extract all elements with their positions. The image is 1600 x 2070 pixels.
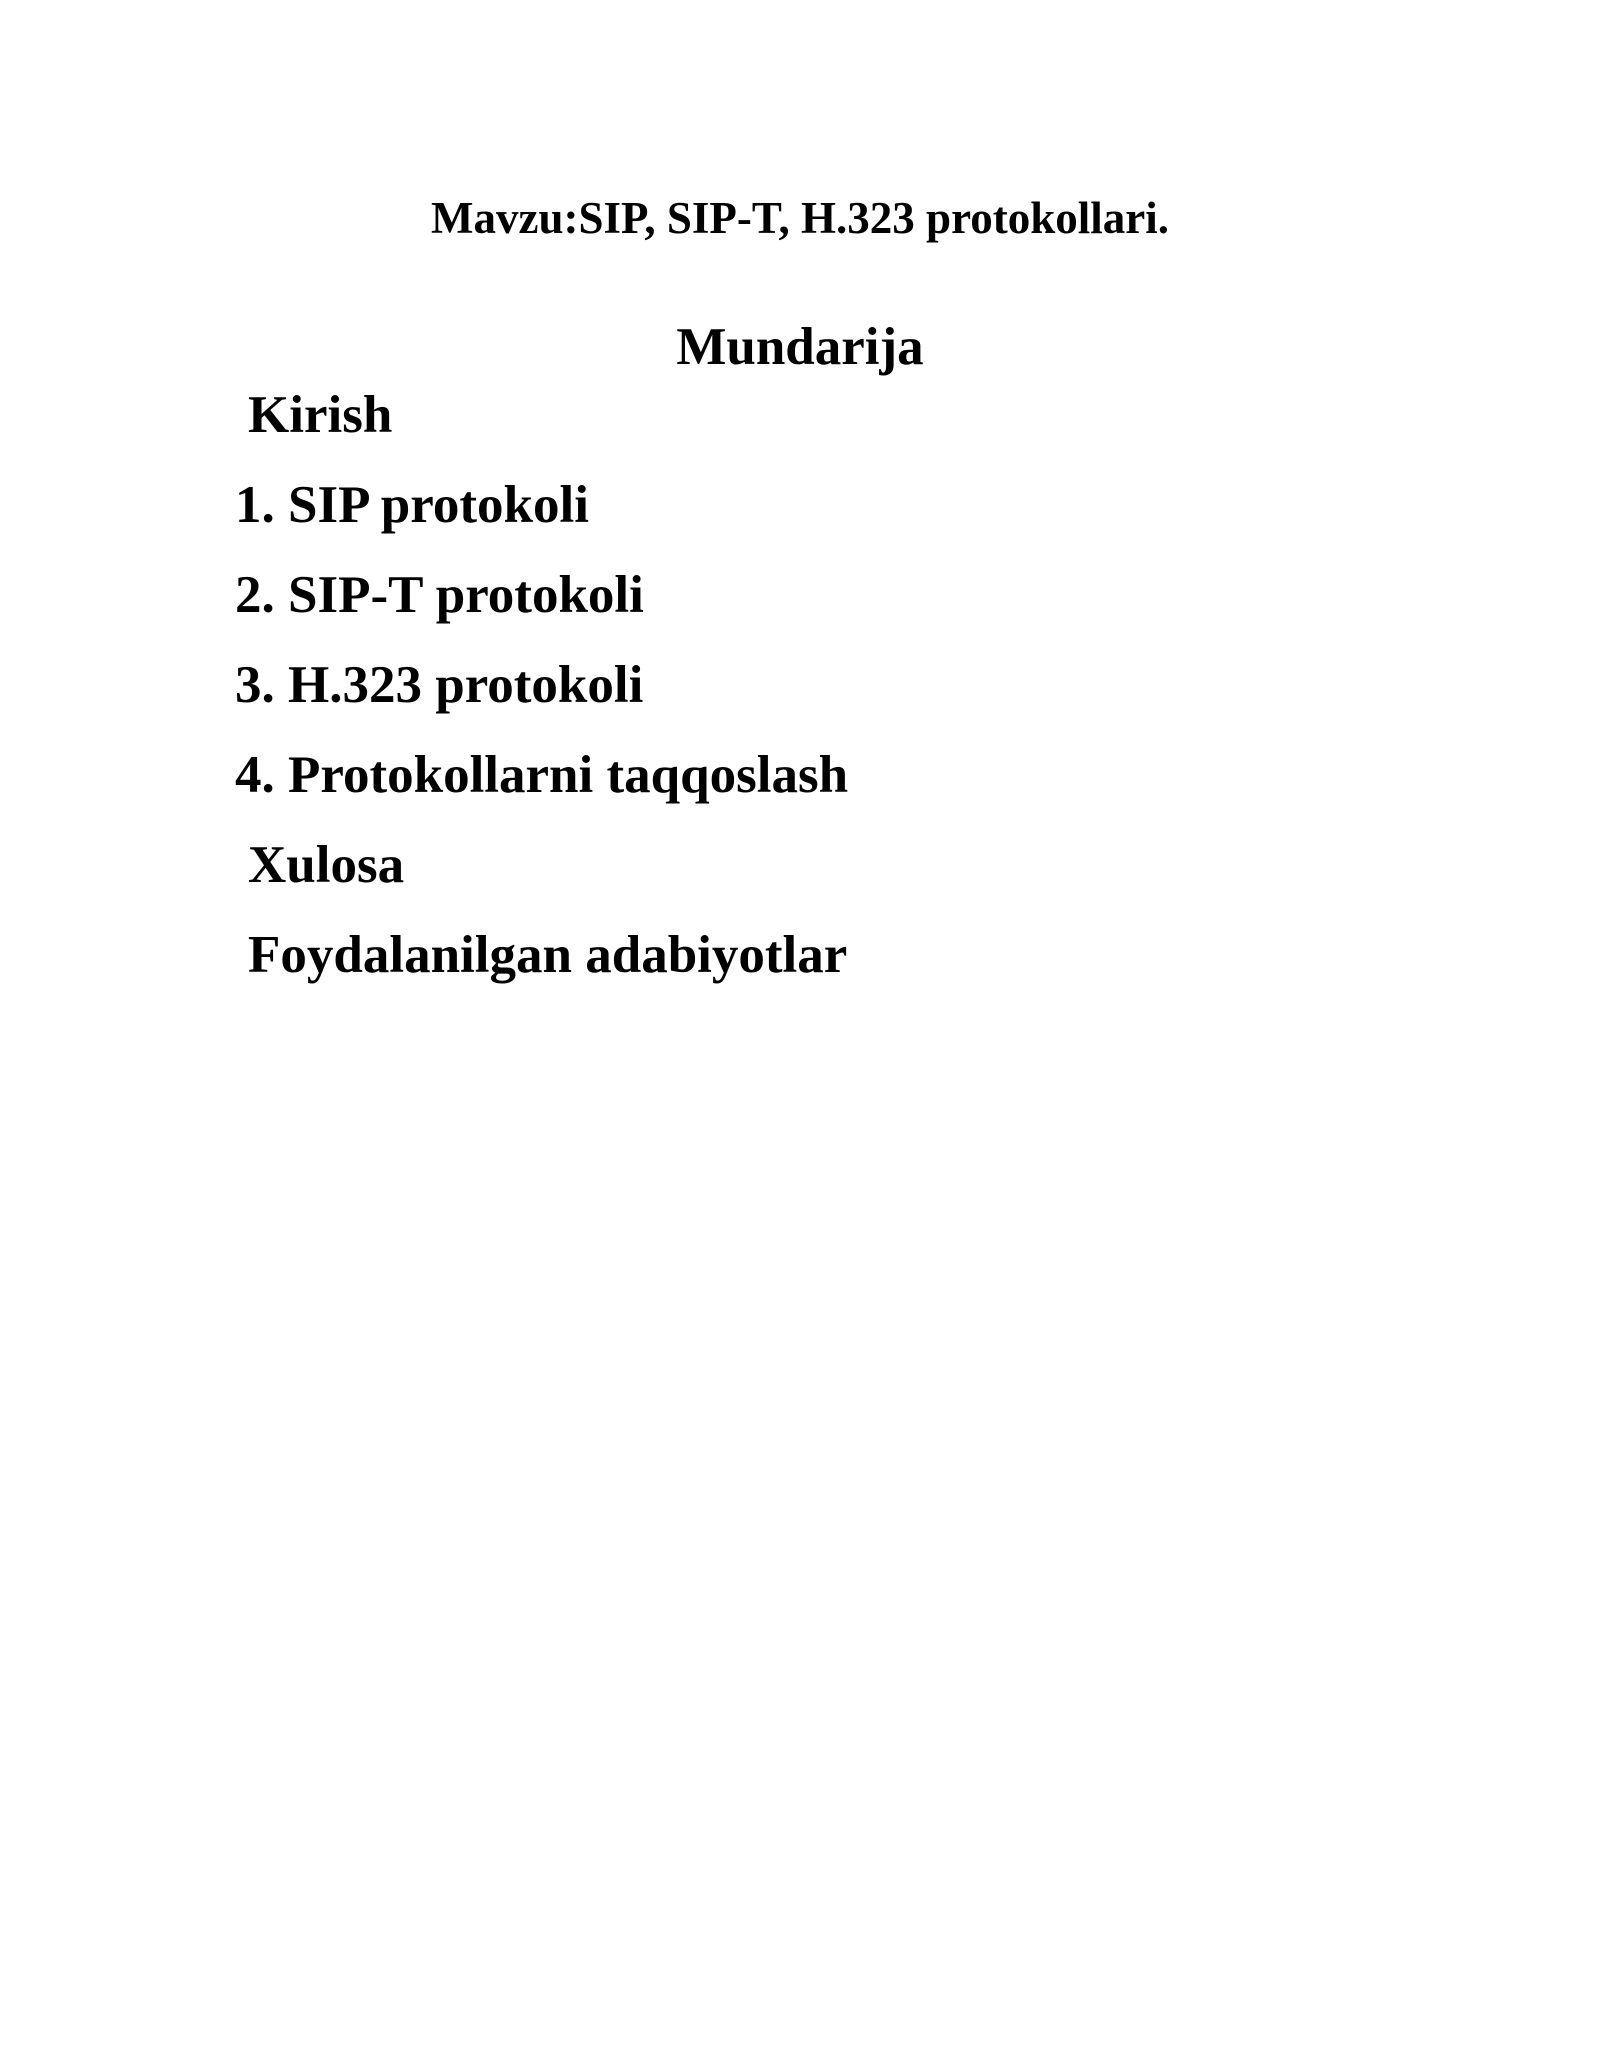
toc-item-references: Foydalanilgan adabiyotlar xyxy=(248,926,848,984)
toc-item-sip: 1. SIP protokoli xyxy=(235,476,589,534)
toc-item-comparison: 4. Protokollarni taqqoslash xyxy=(235,746,849,804)
document-topic: Mavzu:SIP, SIP-T, H.323 protokollari. xyxy=(431,193,1169,243)
toc-item-xulosa: Xulosa xyxy=(248,836,405,894)
toc-item-sip-t: 2. SIP-T protokoli xyxy=(235,566,644,624)
toc-item-h323: 3. H.323 protokoli xyxy=(235,656,644,714)
toc-title: Mundarija xyxy=(676,318,924,376)
toc-item-kirish: Kirish xyxy=(248,386,393,444)
